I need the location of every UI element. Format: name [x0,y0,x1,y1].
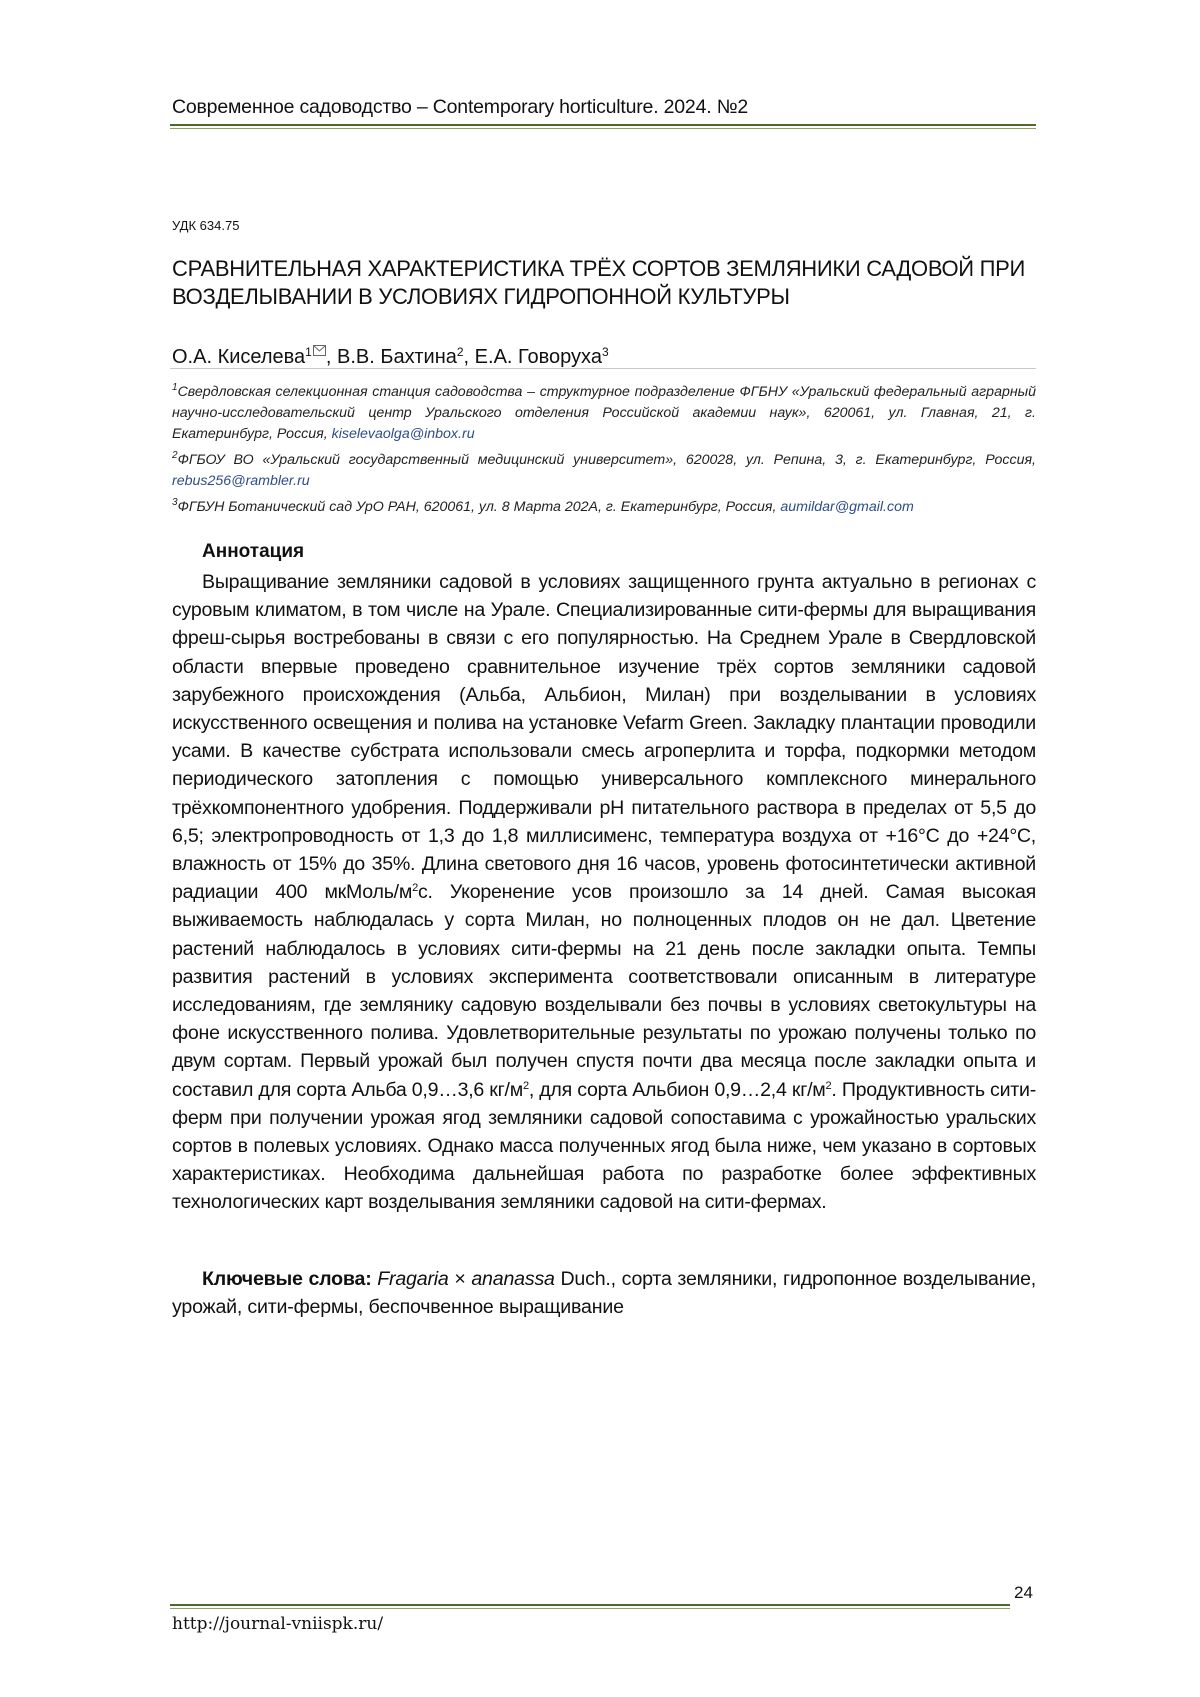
species-epithet: ananassa [471,1268,554,1290]
article-page [0,0,1200,1697]
journal-url-link[interactable]: http://journal-vniispk.ru/ [172,1614,383,1634]
envelope-icon[interactable] [313,339,326,362]
affiliation-text: ФГБОУ ВО «Уральский государственный медицинский университет», 620028, ул. Репина, 3, г. Екатеринбург, Россия, [178,452,1036,468]
journal-header: Современное садоводство – Contemporary horticulture. 2024. №2 [172,96,1034,119]
affiliation-text: ФГБУН Ботанический сад УрО РАН, 620061, ул. 8 Марта 202А, г. Екатеринбург, Россия, [178,499,781,515]
affiliation-mark: 3 [172,497,178,508]
email-link[interactable]: rebus256@rambler.ru [172,473,310,489]
page-number: 24 [1014,1583,1033,1603]
keywords-label: Ключевые слова: [202,1268,372,1290]
affiliation-mark: 1 [172,382,178,393]
header-divider [170,124,1036,129]
author-affil-mark: 3 [602,345,609,359]
title-line-2: ВОЗДЕЛЫВАНИИ В УСЛОВИЯХ ГИДРОПОННОЙ КУЛЬТУРЫ [172,283,1032,311]
affiliation-2 [172,445,1036,492]
abstract-body: Выращивание земляники садовой в условиях защищенного грунта актуально в регионах с суровым климатом, в том числе на Урале. Специализированные сити-фермы для выращивания фреш-сырья востребованы в связи с его популярностью. На Среднем Урале в Свердловской области впервые проведено сравнительное изучение трёх сортов земляники садовой зарубежного происхождения (Альба, Альбион, Милан) при возделывании в условиях искусственного освещения и полива на установке Vefarm Green. Закладку плантации проводили усами. В качестве субстрата использовали смесь агроперлита и торфа, подкормки методом периодического затопления с помощью универсального комплексного минерального трёхкомпонентного удобрения. Поддерживали pH питательного раствора в пределах от 5,5 до 6,5; электропроводность от 1,3 до 1,8 миллисименс, температура воздуха от +16°C до +24°C, влажность от 15% до 35%. Длина светового дня 16 часов, уровень фотосинтетически активной радиации 400 мкМоль/м2c. Укоренение усов произошло за 14 дней. Самая высокая выживаемость наблюдалась у сорта Милан, но полноценных плодов он не дал. Цветение растений наблюдалось в условиях сити-фермы на 21 день после закладки опыта. Темпы развития растений в условиях эксперимента соответствовали описанным в литературе исследованиям, где землянику садовую возделывали без почвы в условиях светокультуры на фоне искусственного полива. Удовлетворительные результаты по урожаю получены только по двум сортам. Первый урожай был получен спустя почти два месяца после закладки опыта и составил для сорта Альба 0,9…3,6 кг/м2, для сорта Альбион 0,9…2,4 кг/м2. Продуктивность сити-ферм при получении урожая ягод земляники садовой сопоставима с урожайностью уральских сортов в полевых условиях. Однако масса полученных ягод была ниже, чем указано в сортовых характеристиках. Необходима дальнейшая работа по разработке более эффективных технологических карт возделывания земляники садовой на сити-фермах. [172,568,1036,1217]
author-name: В.В. Бахтина [337,346,457,368]
email-link[interactable]: kiselevaolga@inbox.ru [332,426,475,442]
author-name: Е.А. Говоруха [475,346,602,368]
author-affil-mark: 2 [457,345,464,359]
abstract-heading: Аннотация [202,541,304,563]
affiliation-3 [172,492,1036,518]
footer-divider [170,1604,1010,1609]
author-affil-mark: 1 [305,345,312,359]
affiliation-text: Свердловская селекционная станция садоводства – структурное подразделение ФГБНУ «Уральский федеральный аграрный научно-исследовательский центр Уральского отделения Российской академии наук», 620061, ул. Главная, 21, г. Екатеринбург, Россия, [172,384,1036,442]
author-name: О.А. Киселева [172,346,305,368]
keywords-list: Duch., сорта земляники, гидропонное возделывание, урожай, сити-фермы, беспочвенное выращивание [172,1268,1036,1318]
affiliation-1 [172,377,1036,445]
title-line-1: СРАВНИТЕЛЬНАЯ ХАРАКТЕРИСТИКА ТРЁХ СОРТОВ ЗЕМЛЯНИКИ САДОВОЙ ПРИ [172,255,1032,283]
species-genus: Fragaria [377,1268,448,1290]
authors-divider [170,368,1036,369]
keywords: Ключевые слова: Fragaria × ananassa Duch., сорта земляники, гидропонное возделывание, урожай, сити-фермы, беспочвенное выращивание [172,1265,1036,1321]
email-link[interactable]: aumildar@gmail.com [780,499,913,515]
author-list: О.А. Киселева1 , В.В. Бахтина2, Е.А. Говоруха3 [172,339,609,369]
article-title [172,255,1032,311]
udk-code: УДК 634.75 [172,218,239,233]
affiliation-mark: 2 [172,450,178,461]
